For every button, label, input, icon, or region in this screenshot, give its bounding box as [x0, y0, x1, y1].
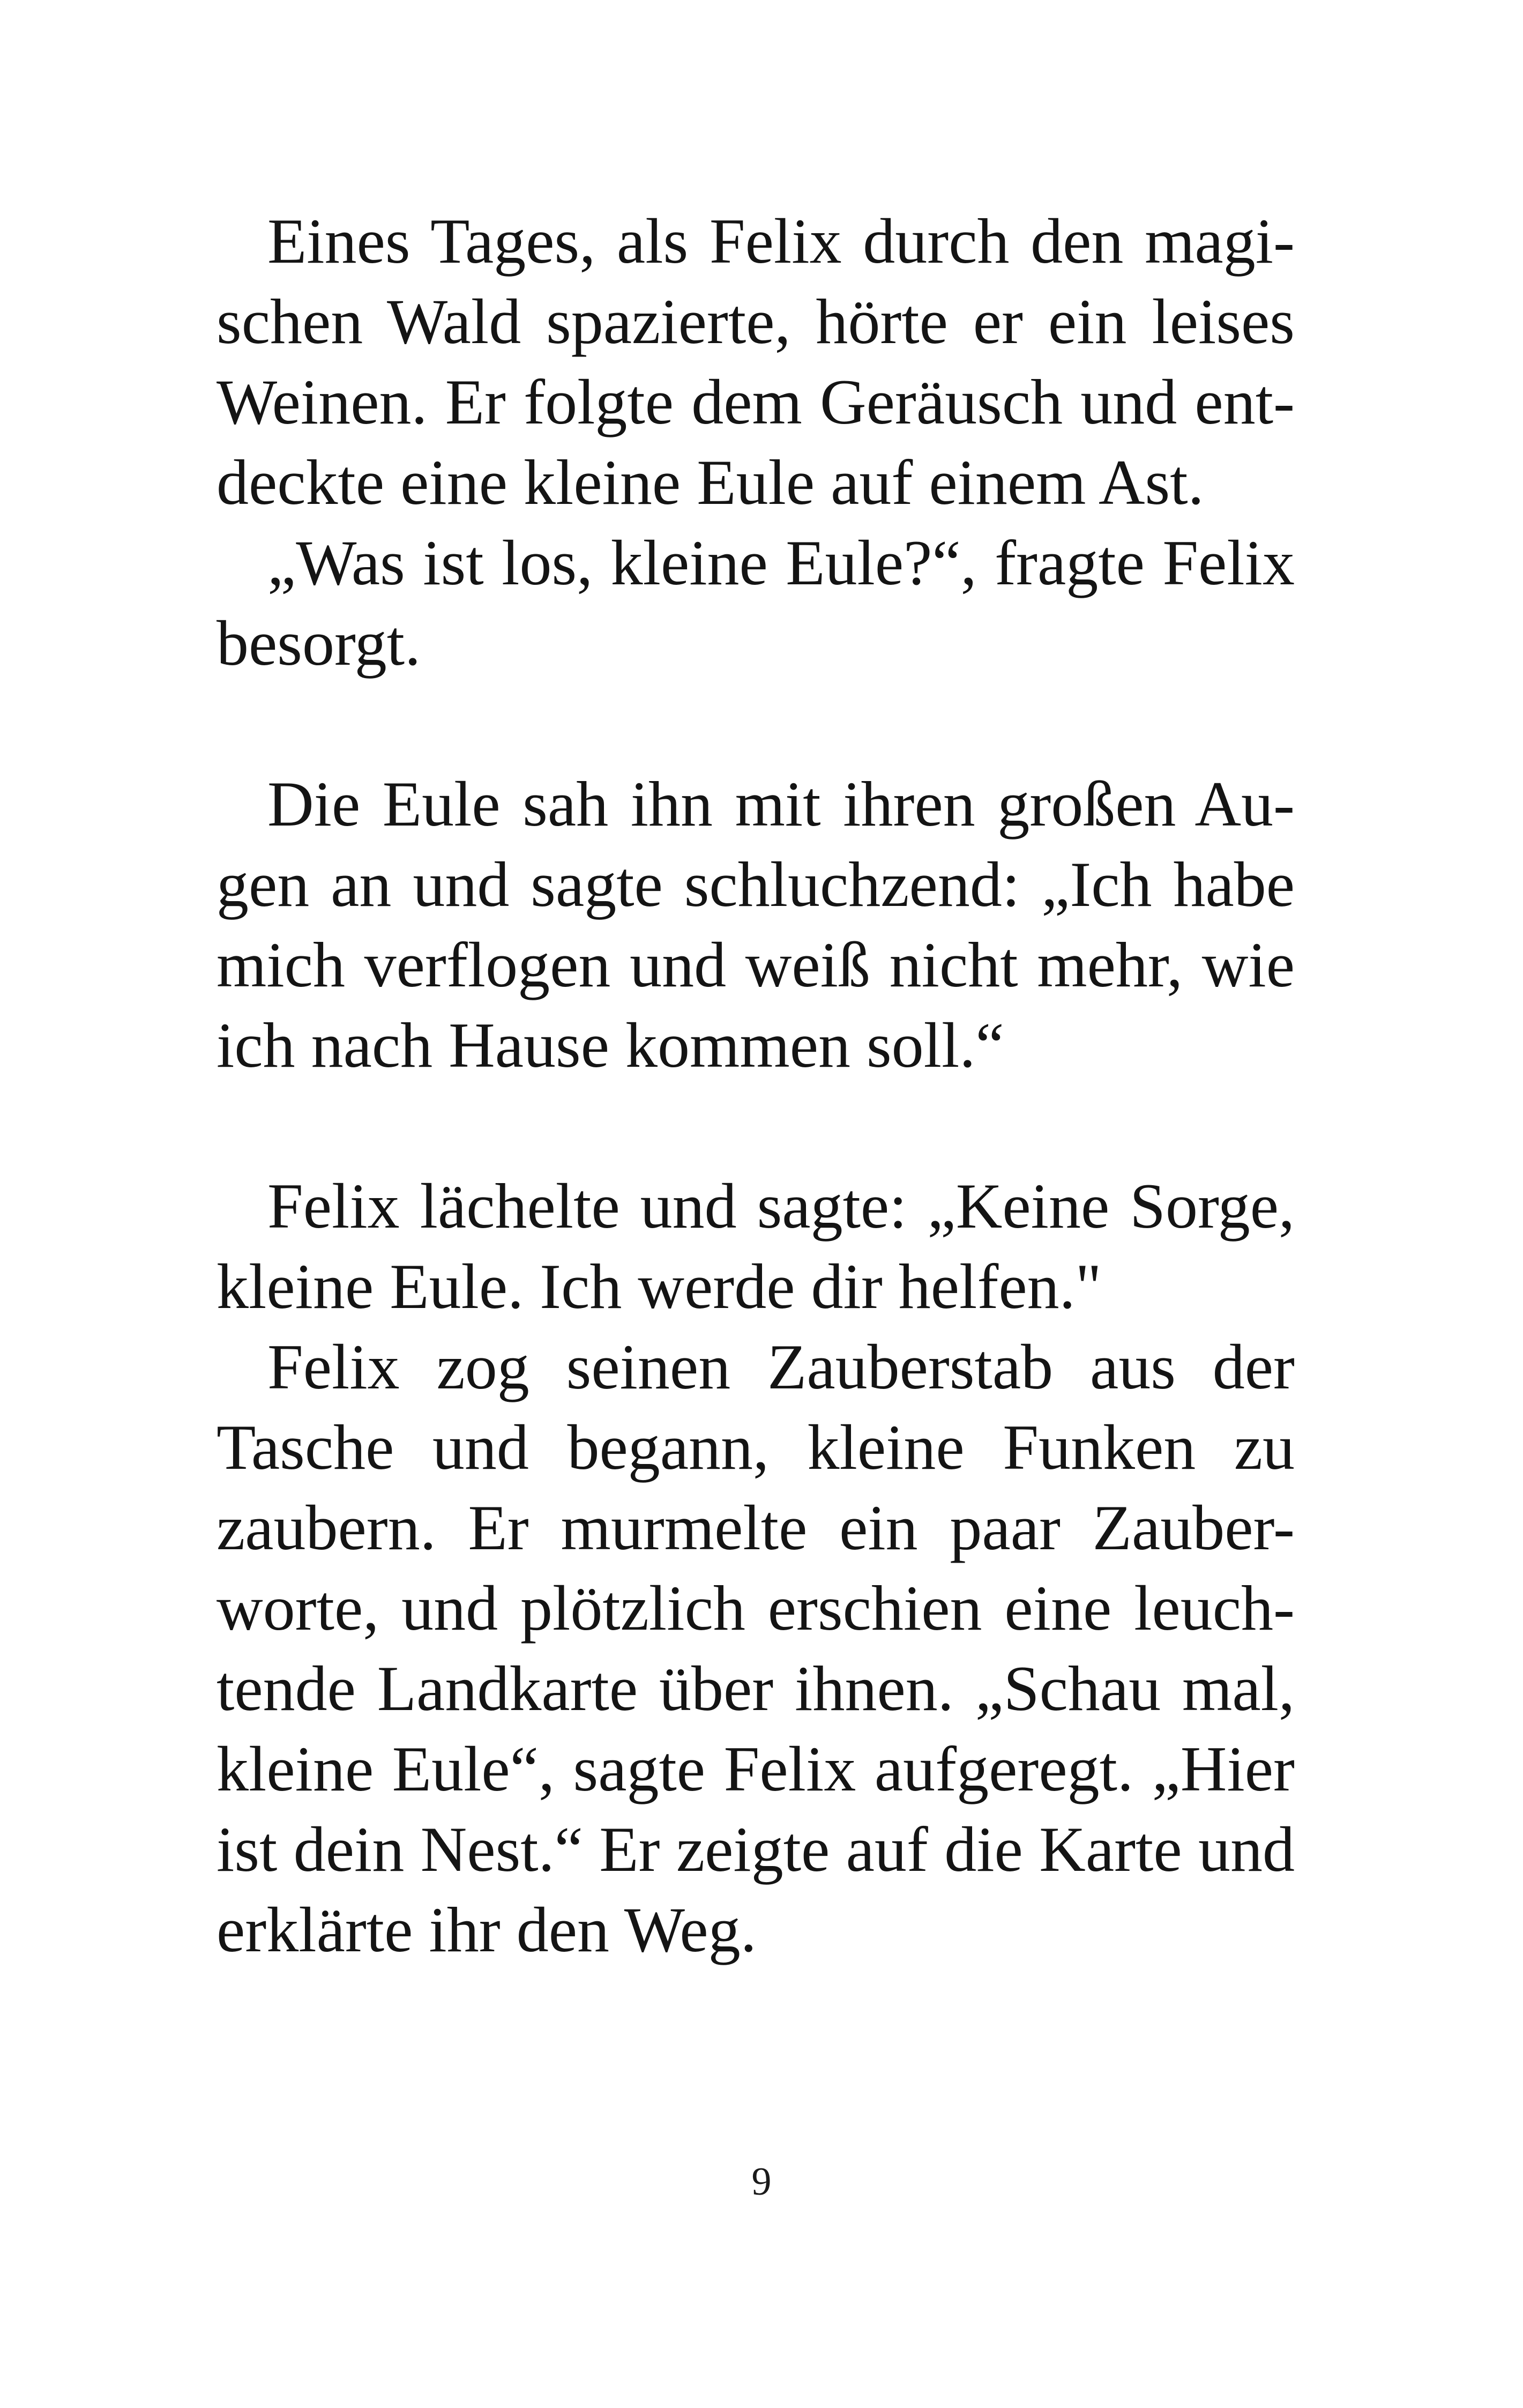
- paragraph-3: [216, 1166, 1295, 1970]
- text-line: Tasche und begann, kleine Funken zu: [216, 1411, 1295, 1483]
- paragraph-2: [216, 764, 1295, 1086]
- text-line: mich verflogen und weiß nicht mehr, wie: [216, 929, 1295, 1000]
- text-line: „Was ist los, kleine Eule?“, fragte Felix: [267, 527, 1295, 598]
- text-line: ist dein Nest.“ Er zeigte auf die Karte und: [216, 1814, 1295, 1885]
- text-line: Weinen. Er folgte dem Geräusch und ent-: [216, 366, 1295, 437]
- text-line: Felix lächelte und sagte: „Keine Sorge,: [267, 1170, 1295, 1242]
- text-line: gen an und sagte schluchzend: „Ich habe: [216, 849, 1295, 920]
- text-line: zaubern. Er murmelte ein paar Zauber-: [216, 1492, 1295, 1563]
- text-line: deckte eine kleine Eule auf einem Ast.: [216, 447, 1204, 518]
- text-line: Die Eule sah ihn mit ihren großen Au-: [267, 768, 1295, 839]
- text-line: kleine Eule“, sagte Felix aufgeregt. „Hier: [216, 1733, 1295, 1804]
- text-line: besorgt.: [216, 607, 421, 679]
- text-line: Felix zog seinen Zauberstab aus der: [267, 1331, 1295, 1402]
- text-line: worte, und plötzlich erschien eine leuch-: [216, 1572, 1295, 1644]
- text-line: kleine Eule. Ich werde dir helfen.": [216, 1251, 1102, 1322]
- text-line: ich nach Hause kommen soll.“: [216, 1009, 1004, 1081]
- text-line: schen Wald spazierte, hörte er ein leises: [216, 286, 1295, 357]
- text-line: tende Landkarte über ihnen. „Schau mal,: [216, 1653, 1295, 1724]
- text-line: erklärte ihr den Weg.: [216, 1894, 757, 1965]
- paragraph-1: [216, 201, 1295, 683]
- page-number: 9: [751, 2160, 772, 2204]
- text-line: Eines Tages, als Felix durch den magi-: [267, 205, 1295, 277]
